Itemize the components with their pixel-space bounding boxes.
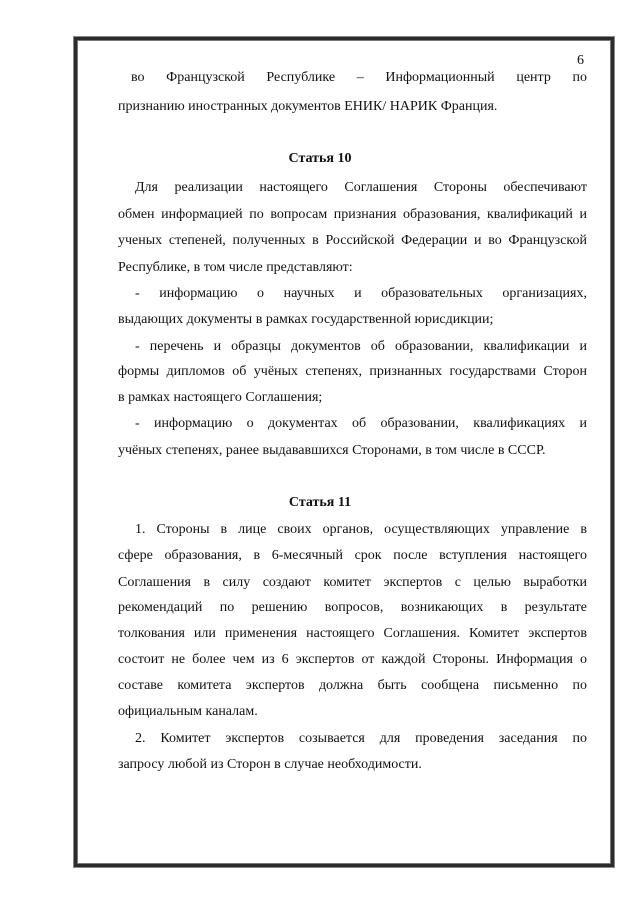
article-11-heading: Статья 11 [288, 495, 352, 510]
article-11-line: 2. Комитет экспертов созывается для проведения заседания по [135, 731, 587, 746]
article-11-line: Соглашения в силу создают комитет экспертов с целью выработки [118, 575, 587, 590]
article-11-line: сфере образования, в 6-месячный срок после вступления настоящего [118, 548, 587, 563]
article-10-line: - информацию о научных и образовательных организациях, [135, 286, 587, 301]
article-11-line: официальным каналам. [118, 704, 258, 719]
article-10-line: Республике, в том числе представляют: [118, 260, 353, 275]
article-10-line: - перечень и образцы документов об образовании, квалификации и [135, 339, 587, 354]
article-11-line: рекомендаций по решению вопросов, возникающих в результате [118, 600, 587, 615]
article-10-line: Для реализации настоящего Соглашения Стороны обеспечивают [135, 180, 587, 195]
article-10-line: - информацию о документах об образовании, квалификациях и [135, 416, 587, 431]
article-11-line: 1. Стороны в лице своих органов, осуществляющих управление в [135, 522, 587, 537]
article-10-line: ученых степеней, полученных в Российской Федерации и во Французской [118, 233, 587, 248]
article-10-line: формы дипломов об учёных степенях, признанных государствами Сторон [118, 364, 587, 379]
article-10-line: учёных степенях, ранее выдававшихся Сторонами, в том числе в СССР. [118, 443, 546, 458]
article-11-line: состоит не более чем из 6 экспертов от каждой Стороны. Информация о [118, 652, 587, 667]
article-10-line: обмен информацией по вопросам признания образования, квалификаций и [118, 207, 587, 222]
intro-line: признанию иностранных документов ЕНИК/ НАРИК Франция. [118, 99, 498, 114]
article-10-line: в рамках настоящего Соглашения; [118, 390, 323, 405]
page-number: 6 [577, 53, 584, 68]
article-11-line: запросу любой из Сторон в случае необходимости. [118, 757, 422, 772]
article-11-line: толкования или применения настоящего Соглашения. Комитет экспертов [118, 626, 587, 641]
article-11-line: составе комитета экспертов должна быть сообщена письменно по [118, 678, 587, 693]
intro-line: во Французской Республике – Информационный центр по [131, 70, 587, 85]
article-10-heading: Статья 10 [288, 151, 352, 166]
article-10-line: выдающих документы в рамках государственной юрисдикции; [118, 312, 494, 327]
